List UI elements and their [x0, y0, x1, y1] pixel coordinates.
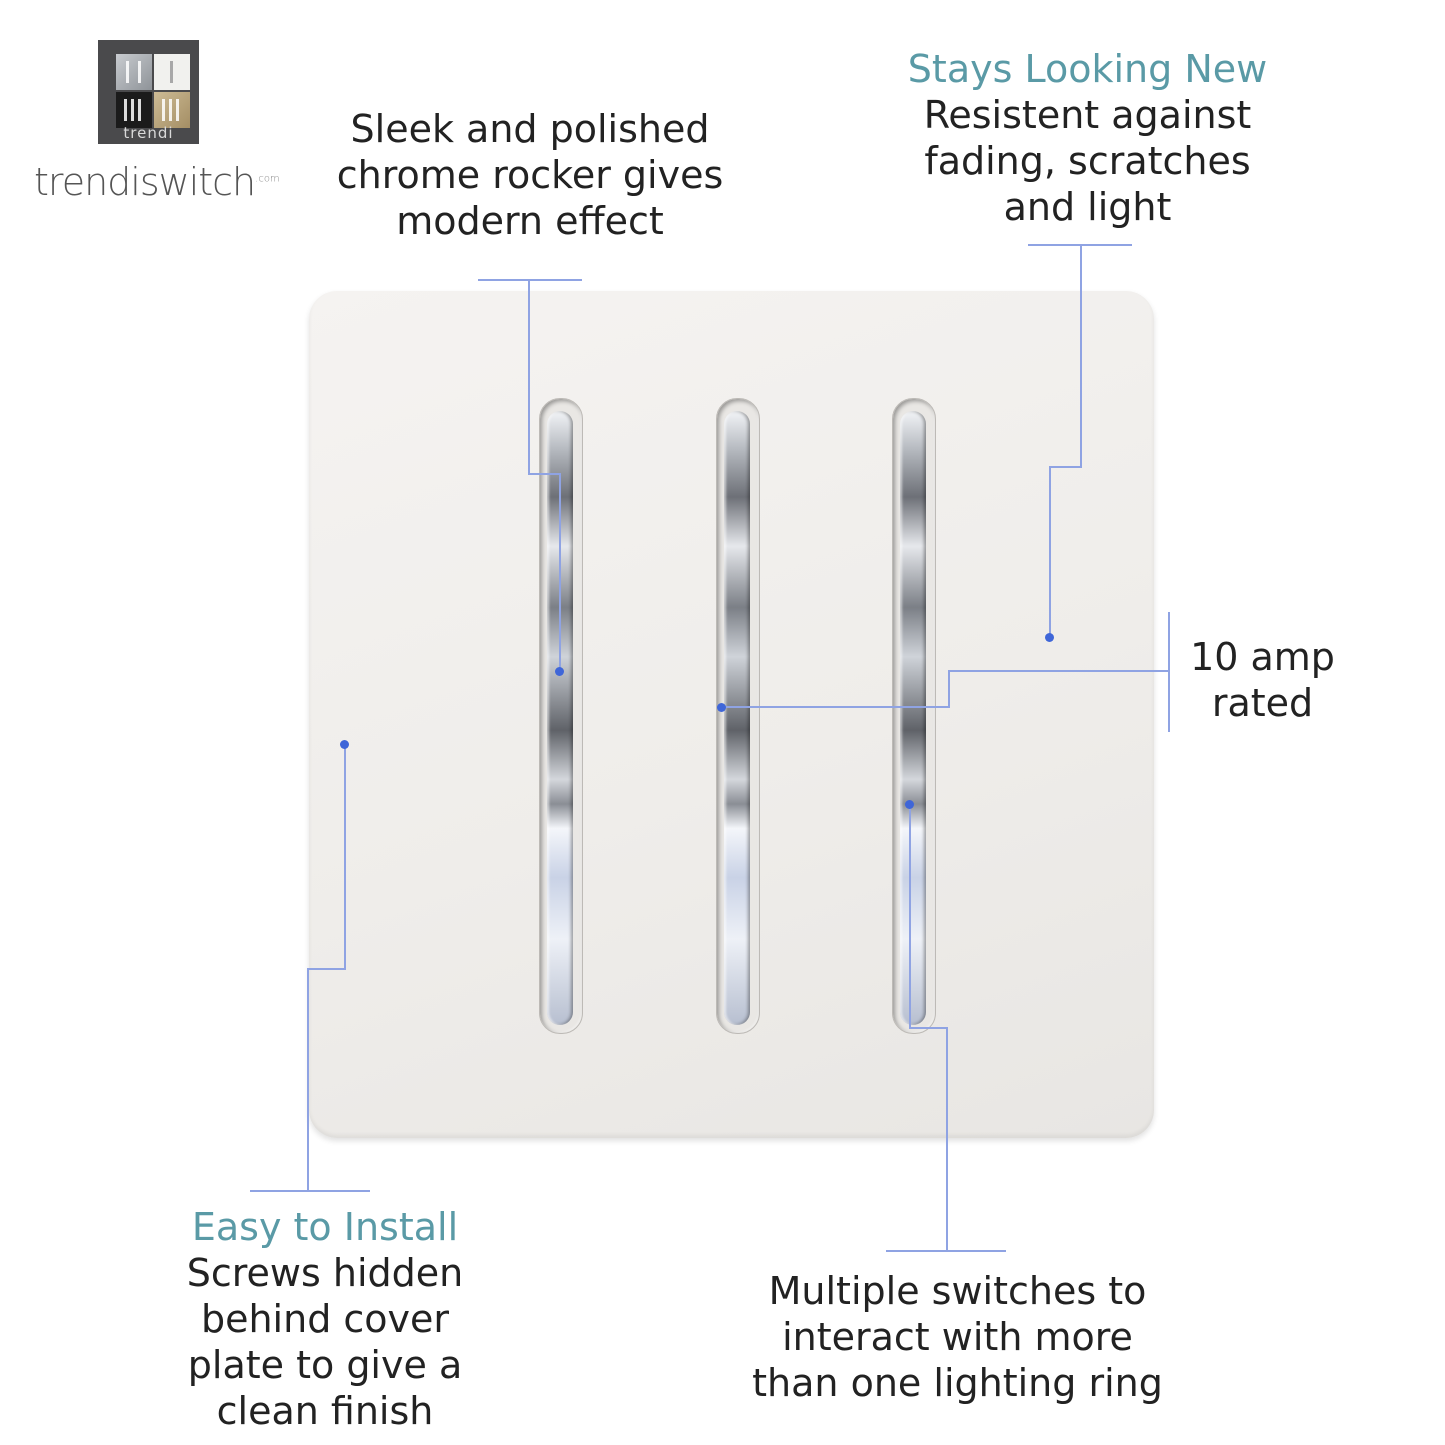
brand-logo: [98, 40, 199, 144]
callout-rocker: [330, 106, 730, 244]
callout-durability-dot: [1045, 633, 1054, 642]
callout-durability-leader-1: [1080, 245, 1082, 467]
rocker-switch-2[interactable]: [716, 398, 760, 1034]
callout-install-leader-2: [307, 968, 346, 970]
logo-word: trendi: [123, 124, 174, 142]
callout-rating-line-1: 10 amp: [1190, 635, 1335, 679]
chrome-rocker-3: [900, 411, 926, 1025]
callout-rating-dot: [717, 703, 726, 712]
callout-rating-leader-1: [948, 670, 1169, 672]
rocker-switch-1[interactable]: [539, 398, 583, 1034]
callout-install-leader-3: [344, 745, 346, 969]
callout-multiple-line-1: Multiple switches to: [768, 1269, 1147, 1313]
callout-install-heading: Easy to Install: [191, 1205, 459, 1249]
rocker-switch-3[interactable]: [892, 398, 936, 1034]
logo-black-swatch: [116, 92, 152, 128]
callout-durability-leader-3: [1049, 466, 1051, 636]
callout-durability-line-2: fading, scratches: [924, 139, 1251, 183]
callout-install-bar: [250, 1190, 370, 1192]
callout-install-line-1: Screws hidden: [186, 1251, 464, 1295]
brand-name-suffix: .com: [255, 173, 280, 185]
brand-name: [34, 160, 280, 204]
callout-durability-line-1: Resistent against: [923, 93, 1252, 137]
callout-multiple-leader-3: [909, 806, 911, 1028]
callout-rocker-dot: [555, 667, 564, 676]
callout-install-line-2: behind cover: [200, 1297, 450, 1341]
callout-rocker-line-3: modern effect: [396, 199, 664, 243]
callout-rating-leader-3: [722, 706, 950, 708]
callout-rocker-leader-2: [528, 473, 560, 475]
callout-rocker-bar: [478, 279, 582, 281]
logo-chrome-swatch: [116, 54, 152, 90]
brand-name-text: trendiswitch: [34, 160, 256, 204]
callout-install-line-4: clean finish: [216, 1389, 434, 1433]
callout-durability: [890, 46, 1285, 230]
callout-rating: [1185, 634, 1340, 726]
callout-multiple-leader-1: [946, 1028, 948, 1251]
callout-multiple-dot: [905, 800, 914, 809]
switch-plate: [309, 291, 1154, 1138]
callout-durability-line-3: and light: [1003, 185, 1172, 229]
chrome-rocker-2: [724, 411, 750, 1025]
callout-durability-heading: Stays Looking New: [907, 47, 1268, 91]
callout-rocker-line-2: chrome rocker gives: [336, 153, 724, 197]
callout-install-line-3: plate to give a: [187, 1343, 463, 1387]
callout-rating-leader-2: [948, 670, 950, 708]
logo-white-swatch: [154, 54, 190, 90]
callout-multiple-leader-2: [909, 1027, 948, 1029]
callout-multiple-line-2: interact with more: [782, 1315, 1133, 1359]
logo-gold-swatch: [154, 92, 190, 128]
callout-install: [170, 1204, 480, 1434]
callout-multiple: [735, 1268, 1180, 1406]
callout-rocker-line-1: Sleek and polished: [350, 107, 710, 151]
callout-rating-bar: [1168, 612, 1170, 732]
callout-install-leader-1: [307, 969, 309, 1191]
callout-rocker-leader-3: [559, 473, 561, 672]
callout-rating-line-2: rated: [1211, 681, 1314, 725]
callout-install-dot: [340, 740, 349, 749]
callout-rocker-leader-1: [528, 280, 530, 474]
callout-durability-leader-2: [1049, 466, 1082, 468]
callout-multiple-line-3: than one lighting ring: [752, 1361, 1163, 1405]
